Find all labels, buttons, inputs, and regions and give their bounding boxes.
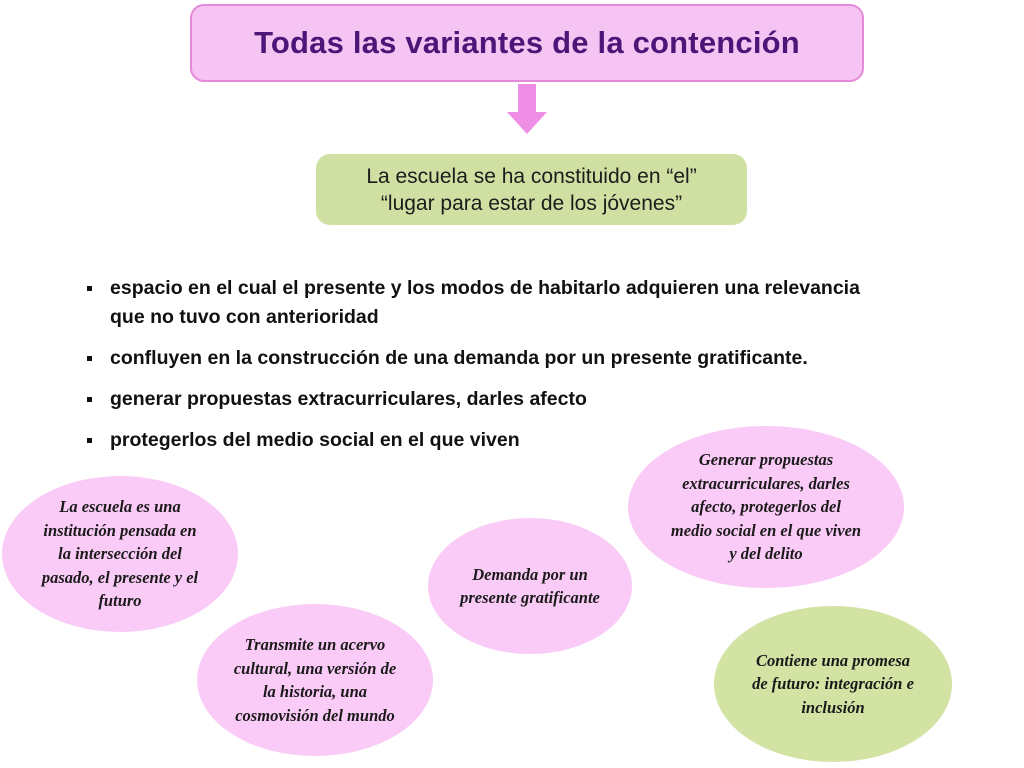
ellipse-text-line: la historia, una [262, 682, 368, 701]
ellipse-text-line: futuro [98, 591, 142, 611]
ellipse-text-line: extracurriculares, darles [682, 473, 850, 493]
ellipse-generar-text [671, 448, 861, 566]
ellipse-text-line: de futuro: integración e [752, 674, 914, 694]
ellipse-text-line: la intersección del [58, 544, 182, 564]
ellipse-text-line: afecto, protegerlos del [691, 497, 841, 517]
ellipse-text-line: Generar propuestas [698, 450, 834, 470]
ellipse-contiene [714, 606, 952, 762]
down-arrow-icon [507, 112, 547, 134]
ellipse-escuela [2, 476, 238, 632]
ellipse-text-line: Demanda por un [472, 564, 588, 584]
ellipse-generar [628, 426, 904, 588]
ellipse-contiene-text [752, 649, 914, 720]
bullet-item [84, 385, 1024, 414]
ellipse-demanda [428, 518, 632, 654]
bullet-text-line: generar propuestas extracurriculares, darles afecto [110, 388, 587, 410]
subtitle-box [316, 154, 747, 225]
ellipse-text-line: y del delito [729, 544, 803, 564]
square-bullet-icon [87, 397, 92, 402]
ellipse-text-line: institución pensada en [43, 520, 197, 540]
ellipse-text-line: pasado, el presente y el [41, 567, 199, 587]
title-box [190, 4, 864, 82]
bullet-text-line: espacio en el cual el presente y los modos de habitarlo adquieren una relevancia [110, 277, 860, 299]
ellipse-text-line: Contiene una promesa [755, 650, 910, 670]
subtitle-line-1: La escuela se ha constituido en “el” [366, 164, 697, 188]
bullet-text-line: protegerlos del medio social en el que viven [110, 429, 520, 451]
ellipse-text-line: La escuela es una [59, 497, 181, 517]
ellipse-text-line: Transmite un acervo [244, 635, 386, 654]
ellipse-transmite-text [234, 633, 396, 727]
bullet-item [84, 274, 1024, 332]
bullet-item [84, 344, 1024, 373]
ellipse-text-line: medio social en el que viven [670, 520, 862, 540]
ellipse-escuela-text [42, 495, 198, 613]
bullet-item [84, 426, 1024, 455]
title-text: Todas las variantes de la contención [254, 25, 800, 60]
bullet-text-line: confluyen en la construcción de una demanda por un presente gratificante. [110, 347, 808, 369]
square-bullet-icon [87, 356, 92, 361]
down-arrow-shaft [518, 84, 536, 114]
ellipse-transmite [197, 604, 433, 756]
bullet-list [84, 274, 1024, 467]
square-bullet-icon [87, 438, 92, 443]
ellipse-text-line: cosmovisión del mundo [235, 705, 395, 725]
subtitle-line-2: “lugar para estar de los jóvenes” [380, 191, 683, 215]
ellipse-text-line: presente gratificante [460, 588, 600, 607]
ellipse-text-line: inclusión [801, 697, 865, 717]
ellipse-text-line: cultural, una versión de [233, 658, 397, 678]
ellipse-demanda-text [460, 563, 600, 610]
bullet-text-line: que no tuvo con anterioridad [110, 306, 379, 328]
square-bullet-icon [87, 286, 92, 291]
